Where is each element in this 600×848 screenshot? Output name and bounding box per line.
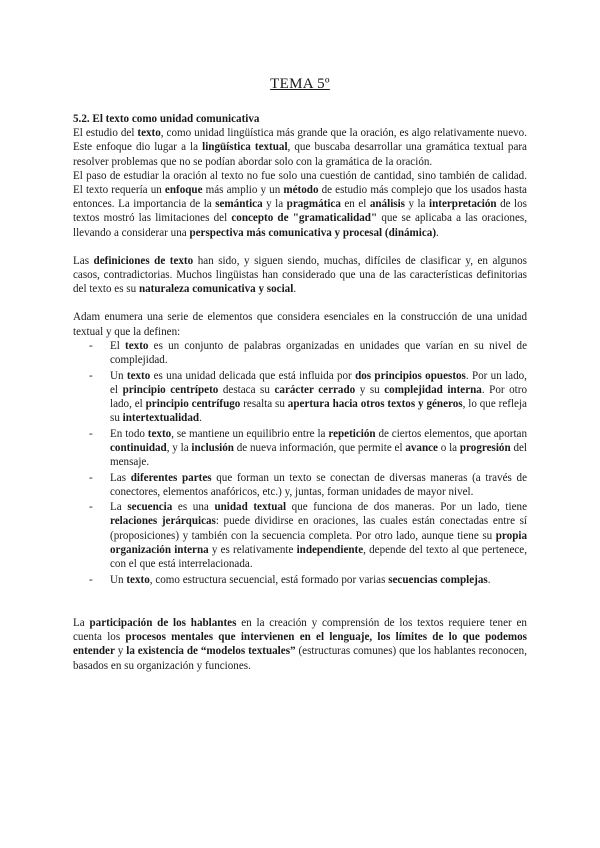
paragraph-text-intro: El estudio del texto, como unidad lingüística más grande que la oración, es algo relativamente nuevo. Este enfoque dio lugar a la lingüística textual, que buscaba desarrollar una gramática textual para resolver problemas que no se podían abordar solo con la gramática de la oración.: [73, 127, 527, 168]
elements-list: [73, 339, 527, 587]
paragraph-speakers: La participación de los hablantes en la creación y comprensión de los textos requiere tener en cuenta los procesos mentales que intervienen en el lenguaje, los límites de lo que podemos entender y la existencia de “modelos textuales” (estructuras comunes) que los hablantes reconocen, basados en su organización y funciones.: [73, 617, 527, 672]
list-item: - En todo texto, se mantiene un equilibrio entre la repetición de ciertos elementos, que aportan continuidad, y la inclusión de nueva información, que permite el avance o la progresión del mensaje.: [89, 427, 527, 469]
paragraph-sentence-to-text: El paso de estudiar la oración al texto no fue solo una cuestión de cantidad, sino también de calidad. El texto requería un enfoque más amplio y un método de estudio más complejo que los usados hasta entonces. La importancia de la semántica y la pragmática en el análisis y la interpretación de los textos mostró las limitaciones del concepto de "gramaticalidad" que se aplicaba a las oraciones, llevando a considerar una perspectiva más comunicativa y procesal (dinámica).: [73, 169, 527, 239]
paragraph-definitions: Las definiciones de texto han sido, y siguen siendo, muchas, difíciles de clasificar y, en algunos casos, contradictorias. Muchos lingüistas han considerado que una de las características definitorias del texto es su naturaleza comunicativa y social.: [73, 254, 527, 296]
list-item: - Las diferentes partes que forman un texto se conectan de diversas maneras (a través de conectores, elementos anafóricos, etc.) y, juntas, forman unidades de mayor nivel.: [89, 471, 527, 498]
section-heading: 5.2. El texto como unidad comunicativa: [73, 113, 260, 125]
list-item: - Un texto, como estructura secuencial, está formado por varias secuencias complejas.: [89, 573, 491, 586]
list-item: - La secuencia es una unidad textual que funciona de dos maneras. Por un lado, tiene relaciones jerárquicas: puede dividirse en oraciones, las cuales están conectadas entre sí (proposiciones) y también con la secuencia completa. Por otro lado, aunque tiene su propia organización interna y es relativamente independiente, depende del texto al que pertenece, con el que está interrelacionada.: [89, 501, 527, 571]
page-title: TEMA 5º: [270, 76, 330, 92]
document-body: [73, 112, 527, 673]
list-item: - El texto es un conjunto de palabras organizadas en unidades que varían en su nivel de complejidad.: [89, 339, 527, 367]
list-item: - Un texto es una unidad delicada que está influida por dos principios opuestos. Por un lado, el principio centrípeto destaca su carácter cerrado y su complejidad interna. Por otro lado, el principio centrífugo resalta su apertura hacia otros textos y géneros, lo que refleja su intertextualidad.: [89, 369, 528, 425]
paragraph-adam-intro: Adam enumera una serie de elementos que considera esenciales en la construcción de una unidad textual y que la definen:: [73, 311, 527, 338]
